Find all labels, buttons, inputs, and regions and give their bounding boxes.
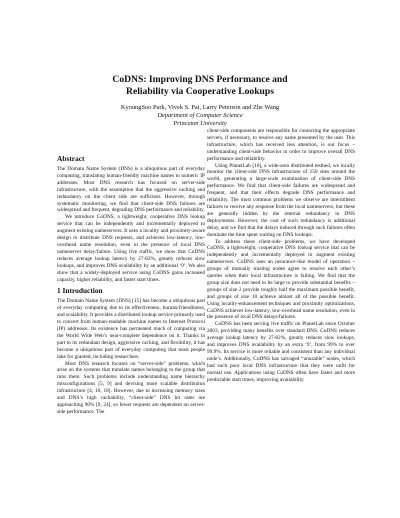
author-list: KyoungSoo Park, Vivek S. Pai, Larry Peterson and Zhe Wang [120, 104, 280, 111]
paper-header [0, 74, 400, 128]
abstract-heading: Abstract [57, 154, 85, 163]
body-paragraph-3: To address these client-side problems, we have developed CoDNS, a lightweight, cooperative DNS lookup service that can be independently and incrementally deployed to augment existing nameservers. CoDNS uses an insurance-like model of operation – groups of mutually trusting nodes agree to resolve each other’s queries when their local infrastructure is failing. We find that the group size does not need to be large to provide substantial benefits – groups of size 2 provide roughly half the maximum possible benefit, and groups of size 10 achieve almost all of the possible benefit. Using locality-enhancement techniques and proximity optimizations, CoDNS achieves low-latency, low-overhead name resolution, even in the presence of local DNS delays/failures. [207, 238, 355, 321]
abstract-paragraph-1: The Domain Name System (DNS) is a ubiquitous part of everyday computing, translating human-friendly machine names to numeric IP addresses. Most DNS research has focused on server-side infrastructure, with the assumption that the aggressive caching and redundancy on the client side are sufficient. However, through systematic monitoring, we find that client-side DNS failures are widespread and frequent, degrading DNS performance and reliability. [57, 166, 205, 214]
paper-title [0, 74, 400, 98]
department: Department of Computer Science [157, 112, 243, 119]
introduction-heading: 1 Introduction [57, 286, 103, 296]
body-paragraph-1: client-side components are responsible for contacting the appropriate servers, if necessary, to resolve any name presented by the user. This infrastructure, which has received less attention, is our focus – understanding client-side behavior in order to improve overall DNS performance and reliability. [207, 128, 355, 162]
title-line-1: CoDNS: Improving DNS Performance and [112, 74, 288, 85]
university: Princeton University [173, 120, 227, 127]
abstract-paragraph-2: We introduce CoDNS, a lightweight, cooperative DNS lookup service that can be independently and incrementally deployed to augment existing nameservers. It uses a locality and proximity-aware design to distribute DNS requests, and achieves low-latency, low-overhead name resolution, even in the presence of local DNS nameserver delay/failure. Using live traffic, we show that CoDNS reduces average lookup latency by 27-82%, greatly reduces slow lookups, and improves DNS availability by an additional ‘9’. We also show that a widely-deployed service using CoDNS gains increased capacity, higher reliability, and faster start times. [57, 214, 205, 283]
right-column [207, 128, 355, 384]
title-line-2: Reliability via Cooperative Lookups [126, 86, 274, 97]
body-paragraph-4: CoDNS has been serving live traffic on PlanetLab since October 2003, providing many benefits over standard DNS. CoDNS reduces average lookup latency by 27-82%, greatly reduces slow lookups, and improves DNS availability by an extra ‘9’, from 99% to over 99.9%. Its service is more reliable and consistent than any individual node’s. Additionally, CoDNS has salvaged “unusable” nodes, which had such poor local DNS infrastructure that they were unfit for normal use. Applications using CoDNS often have faster and more predictable start times, improving availability. [207, 321, 355, 383]
intro-paragraph-2: Most DNS research focuses on “server-side” problems, which arise on the systems that translate names belonging to the group that runs them. Such problems include understanding name hierarchy misconfigurations [5, 9] and devising more scalable distribution infrastructure [4, 10, 18]. However, due to increasing memory sizes and DNS’s high cachability, “client-side” DNS hit rates are approaching 90% [9, 24], so fewer requests are dependent on server-side performance. The [57, 360, 205, 415]
intro-paragraph-1: The Domain Name System (DNS) [15] has become a ubiquitous part of everyday computing due to its effectiveness, human-friendliness, and scalability. It provides a distributed lookup service primarily used to convert from human-readable machine names to Internet Protocol (IP) addresses. Its existence has permeated much of computing via the World Wide Web’s near-complete dependence on it. Thanks in part to its redundant design, aggressive caching, and flexibility, it has become a ubiquitous part of everyday computing that most people take for granted, including researchers. [57, 298, 205, 360]
body-paragraph-2: Using PlanetLab [16], a wide-area distributed testbed, we locally monitor the client-side DNS infrastructure of 150 sites around the world, generating a large-scale examination of client-side DNS performance. We find that client-side failures are widespread and frequent, and that their effects degrade DNS performance and reliability. The most common problems we observe are intermittent failures to receive any response from the local nameservers, but these are generally hidden by the internal redundancy in DNS deployments. However, the cost of such redundancy is additional delay, and we find that the delays induced through such failures often dominate the time spent waiting on DNS lookups. [207, 162, 355, 238]
left-column [57, 154, 205, 416]
